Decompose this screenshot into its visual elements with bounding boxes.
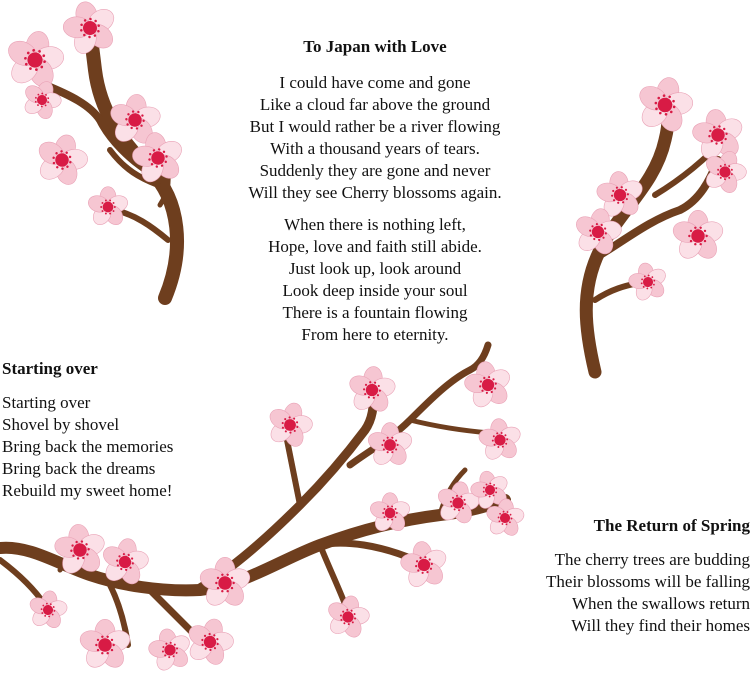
poem-title: The Return of Spring (593, 516, 750, 535)
cherry-blossom-icon (28, 128, 95, 193)
poem-line: Look deep inside your soul (282, 281, 468, 300)
poem-line: Starting over (2, 393, 91, 412)
poem-title: To Japan with Love (303, 37, 447, 56)
cherry-blossom-icon (86, 187, 130, 228)
poem-line: When there is nothing left, (284, 215, 466, 234)
poem-line: With a thousand years of tears. (270, 139, 480, 158)
poem-line: Will they see Cherry blossoms again. (248, 183, 502, 202)
poem-line: The cherry trees are budding (554, 550, 750, 569)
cherry-blossom-icon (475, 417, 525, 464)
cherry-blossom-icon (25, 588, 71, 633)
poem-line: I could have come and gone (279, 73, 471, 92)
cherry-blossom-icon (459, 357, 517, 413)
poem-line: From here to eternity. (301, 325, 449, 344)
cherry-blossom-icon (670, 210, 725, 262)
poem-line: There is a fountain flowing (282, 303, 468, 322)
poem-line: Suddenly they are gone and never (259, 161, 491, 180)
cherry-blossom-icon (366, 423, 414, 469)
cherry-blossom-icon (0, 26, 71, 95)
branch (115, 210, 168, 240)
cherry-blossom-icon (197, 557, 252, 609)
poem-line: Like a cloud far above the ground (259, 95, 491, 114)
poem-line: But I would rather be a river flowing (249, 117, 501, 136)
cherry-blossom-icon (624, 259, 673, 306)
poem-line: Rebuild my sweet home! (2, 481, 173, 500)
poem-title: Starting over (2, 359, 98, 378)
poem-stanza-2 (200, 214, 550, 346)
branch (410, 420, 490, 433)
poem-line: Their blossoms will be falling (546, 572, 750, 591)
poem-line: When the swallows return (572, 594, 750, 613)
poem-line: Bring back the memories (2, 437, 174, 456)
cherry-blossom-icon (396, 538, 453, 593)
poem-line: Hope, love and faith still abide. (268, 237, 482, 256)
poem-line: Shovel by shovel (2, 415, 120, 434)
poem-starting-over (2, 358, 242, 502)
branch (320, 543, 415, 560)
poem-line: Will they find their homes (571, 616, 750, 635)
poem-to-japan-with-love (200, 36, 550, 346)
poem-line: Just look up, look around (288, 259, 462, 278)
poem-return-of-spring (490, 515, 750, 637)
cherry-blossom-icon (321, 591, 375, 643)
poem-line: Bring back the dreams (2, 459, 156, 478)
poem-stanza-1 (200, 72, 550, 204)
